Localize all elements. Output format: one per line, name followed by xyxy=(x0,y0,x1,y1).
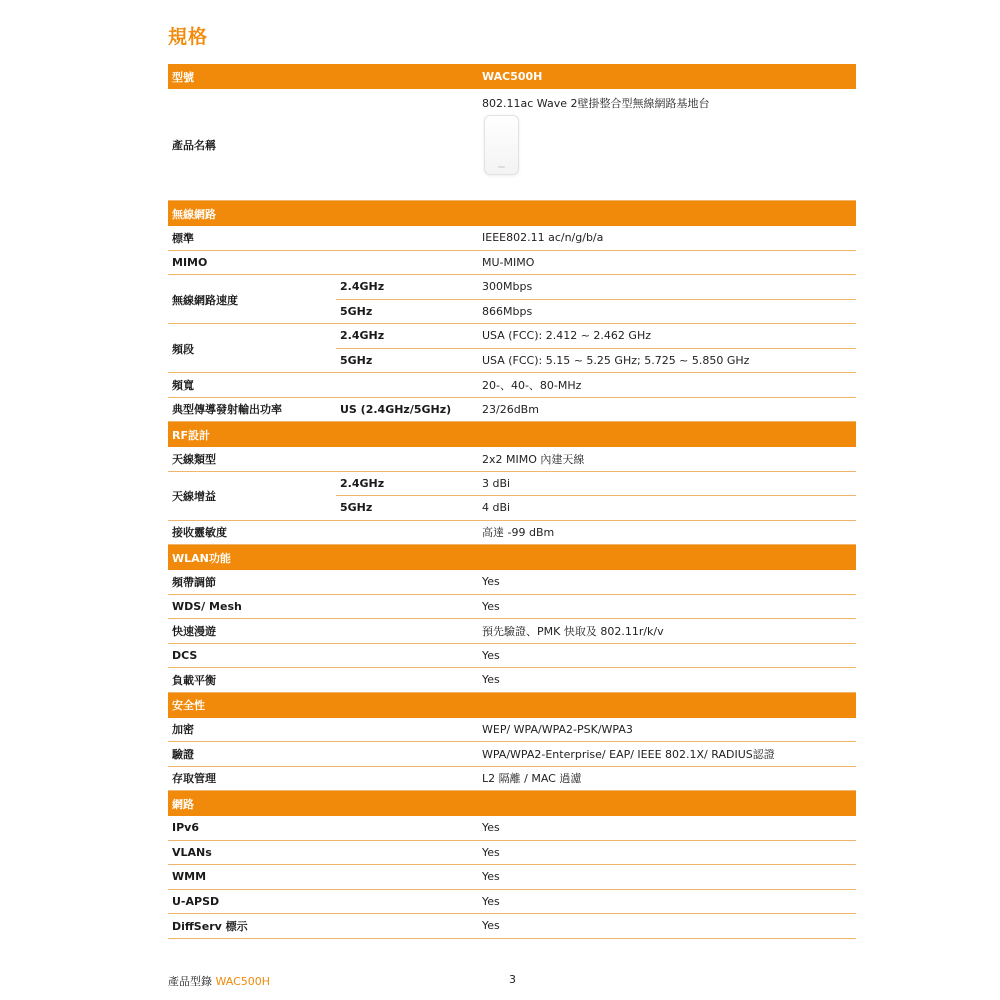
spec-group-antenna-gain xyxy=(168,472,856,521)
section-title: 安全性 xyxy=(172,699,205,712)
spec-value: WEP/ WPA/WPA2-PSK/WPA3 xyxy=(482,722,633,736)
spec-subrow xyxy=(336,324,856,349)
spec-value: USA (FCC): 5.15 ~ 5.25 GHz; 5.725 ~ 5.850 GHz xyxy=(482,353,750,367)
spec-row xyxy=(168,570,856,595)
product-row xyxy=(168,90,856,201)
spec-value: USA (FCC): 2.412 ~ 2.462 GHz xyxy=(482,329,651,343)
spec-subrow xyxy=(168,300,856,325)
section-title: RF設計 xyxy=(172,428,210,442)
section-wlan xyxy=(168,545,856,570)
spec-table xyxy=(168,64,856,939)
spec-row xyxy=(168,398,856,423)
spec-label: 典型傳導發射輸出功率 xyxy=(172,403,282,417)
spec-label: 負載平衡 xyxy=(172,673,216,687)
model-value: WAC500H xyxy=(482,70,543,83)
spec-value: 3 dBi xyxy=(482,476,511,490)
section-title: 無線網路 xyxy=(172,207,216,221)
spec-label: DiffServ 標示 xyxy=(172,919,248,933)
spec-row xyxy=(168,742,856,767)
spec-row xyxy=(168,619,856,644)
spec-value: 23/26dBm xyxy=(482,402,539,416)
spec-label: IPv6 xyxy=(172,821,199,835)
spec-label: 頻帶調節 xyxy=(172,575,216,589)
spec-value: Yes xyxy=(482,673,500,687)
page-title: 規格 xyxy=(168,26,209,48)
spec-row xyxy=(168,521,856,546)
spec-row xyxy=(168,251,856,276)
spec-row xyxy=(168,841,856,866)
spec-label: 標準 xyxy=(172,231,194,245)
page-number: 3 xyxy=(509,973,516,986)
spec-value: WPA/WPA2-Enterprise/ EAP/ IEEE 802.1X/ RADIUS認證 xyxy=(482,747,775,761)
spec-row xyxy=(168,816,856,841)
spec-sublabel: US (2.4GHz/5GHz) xyxy=(340,402,452,416)
spec-label: 頻段 xyxy=(172,342,194,356)
spec-value: Yes xyxy=(482,648,500,662)
model-label: 型號 xyxy=(172,70,194,84)
spec-subrow xyxy=(336,472,856,497)
spec-label: 天線增益 xyxy=(172,490,216,503)
section-rf xyxy=(168,422,856,447)
spec-value: 20-、40-、80-MHz xyxy=(482,378,582,392)
spec-value: MU-MIMO xyxy=(482,255,535,269)
spec-value: 300Mbps xyxy=(482,280,533,294)
spec-subrow xyxy=(168,496,856,521)
spec-row xyxy=(168,595,856,620)
spec-label: 天線類型 xyxy=(172,452,216,466)
device-led xyxy=(498,166,505,168)
spec-group-speed xyxy=(168,275,856,324)
spec-label: 加密 xyxy=(172,723,194,737)
footer-model: WAC500H xyxy=(215,975,271,988)
band-label: 5GHz xyxy=(340,304,373,318)
section-title: 網路 xyxy=(172,797,194,811)
spec-row xyxy=(168,668,856,693)
section-title: WLAN功能 xyxy=(172,551,231,565)
spec-value: Yes xyxy=(482,599,500,613)
spec-value: 預先驗證、PMK 快取及 802.11r/k/v xyxy=(482,624,664,638)
section-network xyxy=(168,791,856,816)
spec-value: 2x2 MIMO 內建天線 xyxy=(482,452,585,466)
spec-label: 無線網路速度 xyxy=(172,293,238,307)
spec-value: 866Mbps xyxy=(482,304,533,318)
spec-label: 快速漫遊 xyxy=(172,624,216,638)
spec-row xyxy=(168,914,856,939)
spec-label: WMM xyxy=(172,870,207,884)
spec-label: DCS xyxy=(172,648,198,662)
band-label: 2.4GHz xyxy=(340,476,385,490)
spec-row xyxy=(168,767,856,792)
spec-label: 接收靈敏度 xyxy=(172,526,227,540)
footer-prefix: 產品型錄 xyxy=(168,975,216,988)
spec-label: WDS/ Mesh xyxy=(172,599,242,613)
spec-label: 驗證 xyxy=(172,747,194,761)
band-label: 2.4GHz xyxy=(340,280,385,294)
table-header-row xyxy=(168,64,856,89)
band-label: 5GHz xyxy=(340,353,373,367)
spec-group-frequency xyxy=(168,324,856,373)
spec-label: 頻寬 xyxy=(172,378,194,392)
spec-label: 存取管理 xyxy=(172,772,216,786)
spec-value: IEEE802.11 ac/n/g/b/a xyxy=(482,231,604,245)
spec-label: VLANs xyxy=(172,845,212,859)
access-point-image xyxy=(484,115,519,175)
spec-subrow xyxy=(336,275,856,300)
spec-value: 4 dBi xyxy=(482,501,511,515)
product-name: 802.11ac Wave 2壁掛整合型無線網路基地台 xyxy=(482,97,710,110)
spec-row xyxy=(168,373,856,398)
spec-value: Yes xyxy=(482,575,500,589)
band-label: 2.4GHz xyxy=(340,329,385,343)
spec-row xyxy=(168,718,856,743)
spec-label: MIMO xyxy=(172,255,208,269)
spec-label: U-APSD xyxy=(172,894,220,908)
spec-value: Yes xyxy=(482,821,500,835)
spec-row xyxy=(168,865,856,890)
section-wireless xyxy=(168,201,856,226)
spec-subrow xyxy=(168,349,856,374)
spec-value: Yes xyxy=(482,845,500,859)
spec-row xyxy=(168,447,856,472)
spec-value: L2 隔離 / MAC 過濾 xyxy=(482,772,582,786)
spec-row xyxy=(168,226,856,251)
spec-value: 高達 -99 dBm xyxy=(482,526,555,540)
spec-row xyxy=(168,644,856,669)
section-security xyxy=(168,693,856,718)
spec-row xyxy=(168,890,856,915)
spec-value: Yes xyxy=(482,894,500,908)
footer-catalog xyxy=(168,973,270,989)
product-label: 產品名稱 xyxy=(172,139,216,152)
band-label: 5GHz xyxy=(340,501,373,515)
spec-value: Yes xyxy=(482,919,500,933)
spec-value: Yes xyxy=(482,870,500,884)
